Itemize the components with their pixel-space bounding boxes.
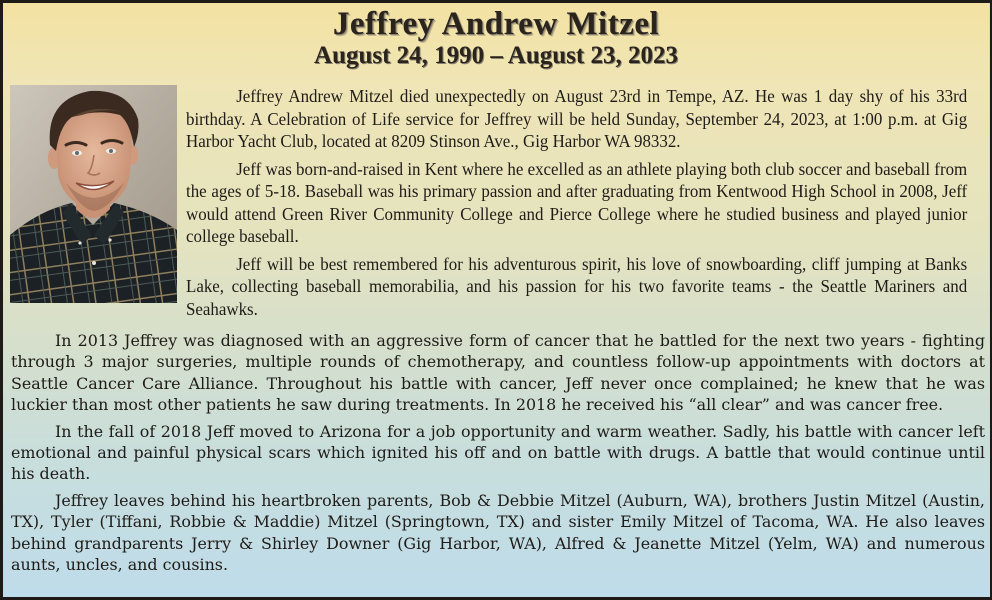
obituary-text-lower: [11, 330, 985, 575]
portrait-image: [10, 85, 177, 303]
paragraph-service-details: Jeffrey Andrew Mitzel died unexpectedly on August 23rd in Tempe, AZ. He was 1 day shy of his 33rd birthday. A Celebration of Life service for Jeffrey will be held Sunday, September 24, 2023, at 1:00 p.m. at Gig Harbor Yacht Club, located at 8209 Stinson Ave., Gig Harbor WA 98332.: [186, 86, 968, 151]
obituary-name: Jeffrey Andrew Mitzel: [332, 6, 660, 42]
paragraph-later-life: In the fall of 2018 Jeff moved to Arizona for a job opportunity and warm weather. Sadly, his battle with cancer left emotional and painful physical scars which ignited his off and on battle with drugs. A battle that would continue until his death.: [11, 421, 985, 484]
portrait-photo: [10, 85, 177, 303]
life-dates: August 24, 1990 – August 23, 2023: [314, 42, 678, 69]
paragraph-early-life: Jeff was born-and-raised in Kent where he excelled as an athlete playing both club soccer and baseball from the ages of 5-18. Baseball was his primary passion and after graduating from Kentwood High School in 2008, Jeff would attend Green River Community College and Pierce College where he studied business and played junior college baseball.: [186, 158, 968, 246]
obituary-text-upper: [186, 85, 967, 325]
paragraph-illness: In 2013 Jeffrey was diagnosed with an aggressive form of cancer that he battled for the next two years - fighting through 3 major surgeries, multiple rounds of chemotherapy, and countless follow-up appointments with doctors at Seattle Cancer Care Alliance. Throughout his battle with cancer, Jeff never once complained; he knew that he was luckier than most other patients he saw during treatments. In 2018 he received his “all clear” and was cancer free.: [11, 331, 985, 415]
paragraph-survivors: Jeffrey leaves behind his heartbroken parents, Bob & Debbie Mitzel (Auburn, WA), brothers Justin Mitzel (Austin, TX), Tyler (Tiffani, Robbie & Maddie) Mitzel (Springtown, TX) and sister Emily Mitzel of Tacoma, WA. He also leaves behind grandparents Jerry & Shirley Downer (Gig Harbor, WA), Alfred & Jeanette Mitzel (Yelm, WA) and numerous aunts, uncles, and cousins.: [11, 490, 985, 575]
obituary-card: [3, 3, 990, 597]
paragraph-remembrance: Jeff will be best remembered for his adventurous spirit, his love of snowboarding, cliff jumping at Banks Lake, collecting baseball memorabilia, and his passion for his two favorite teams - the Seattle Mariners and Seahawks.: [186, 253, 968, 319]
